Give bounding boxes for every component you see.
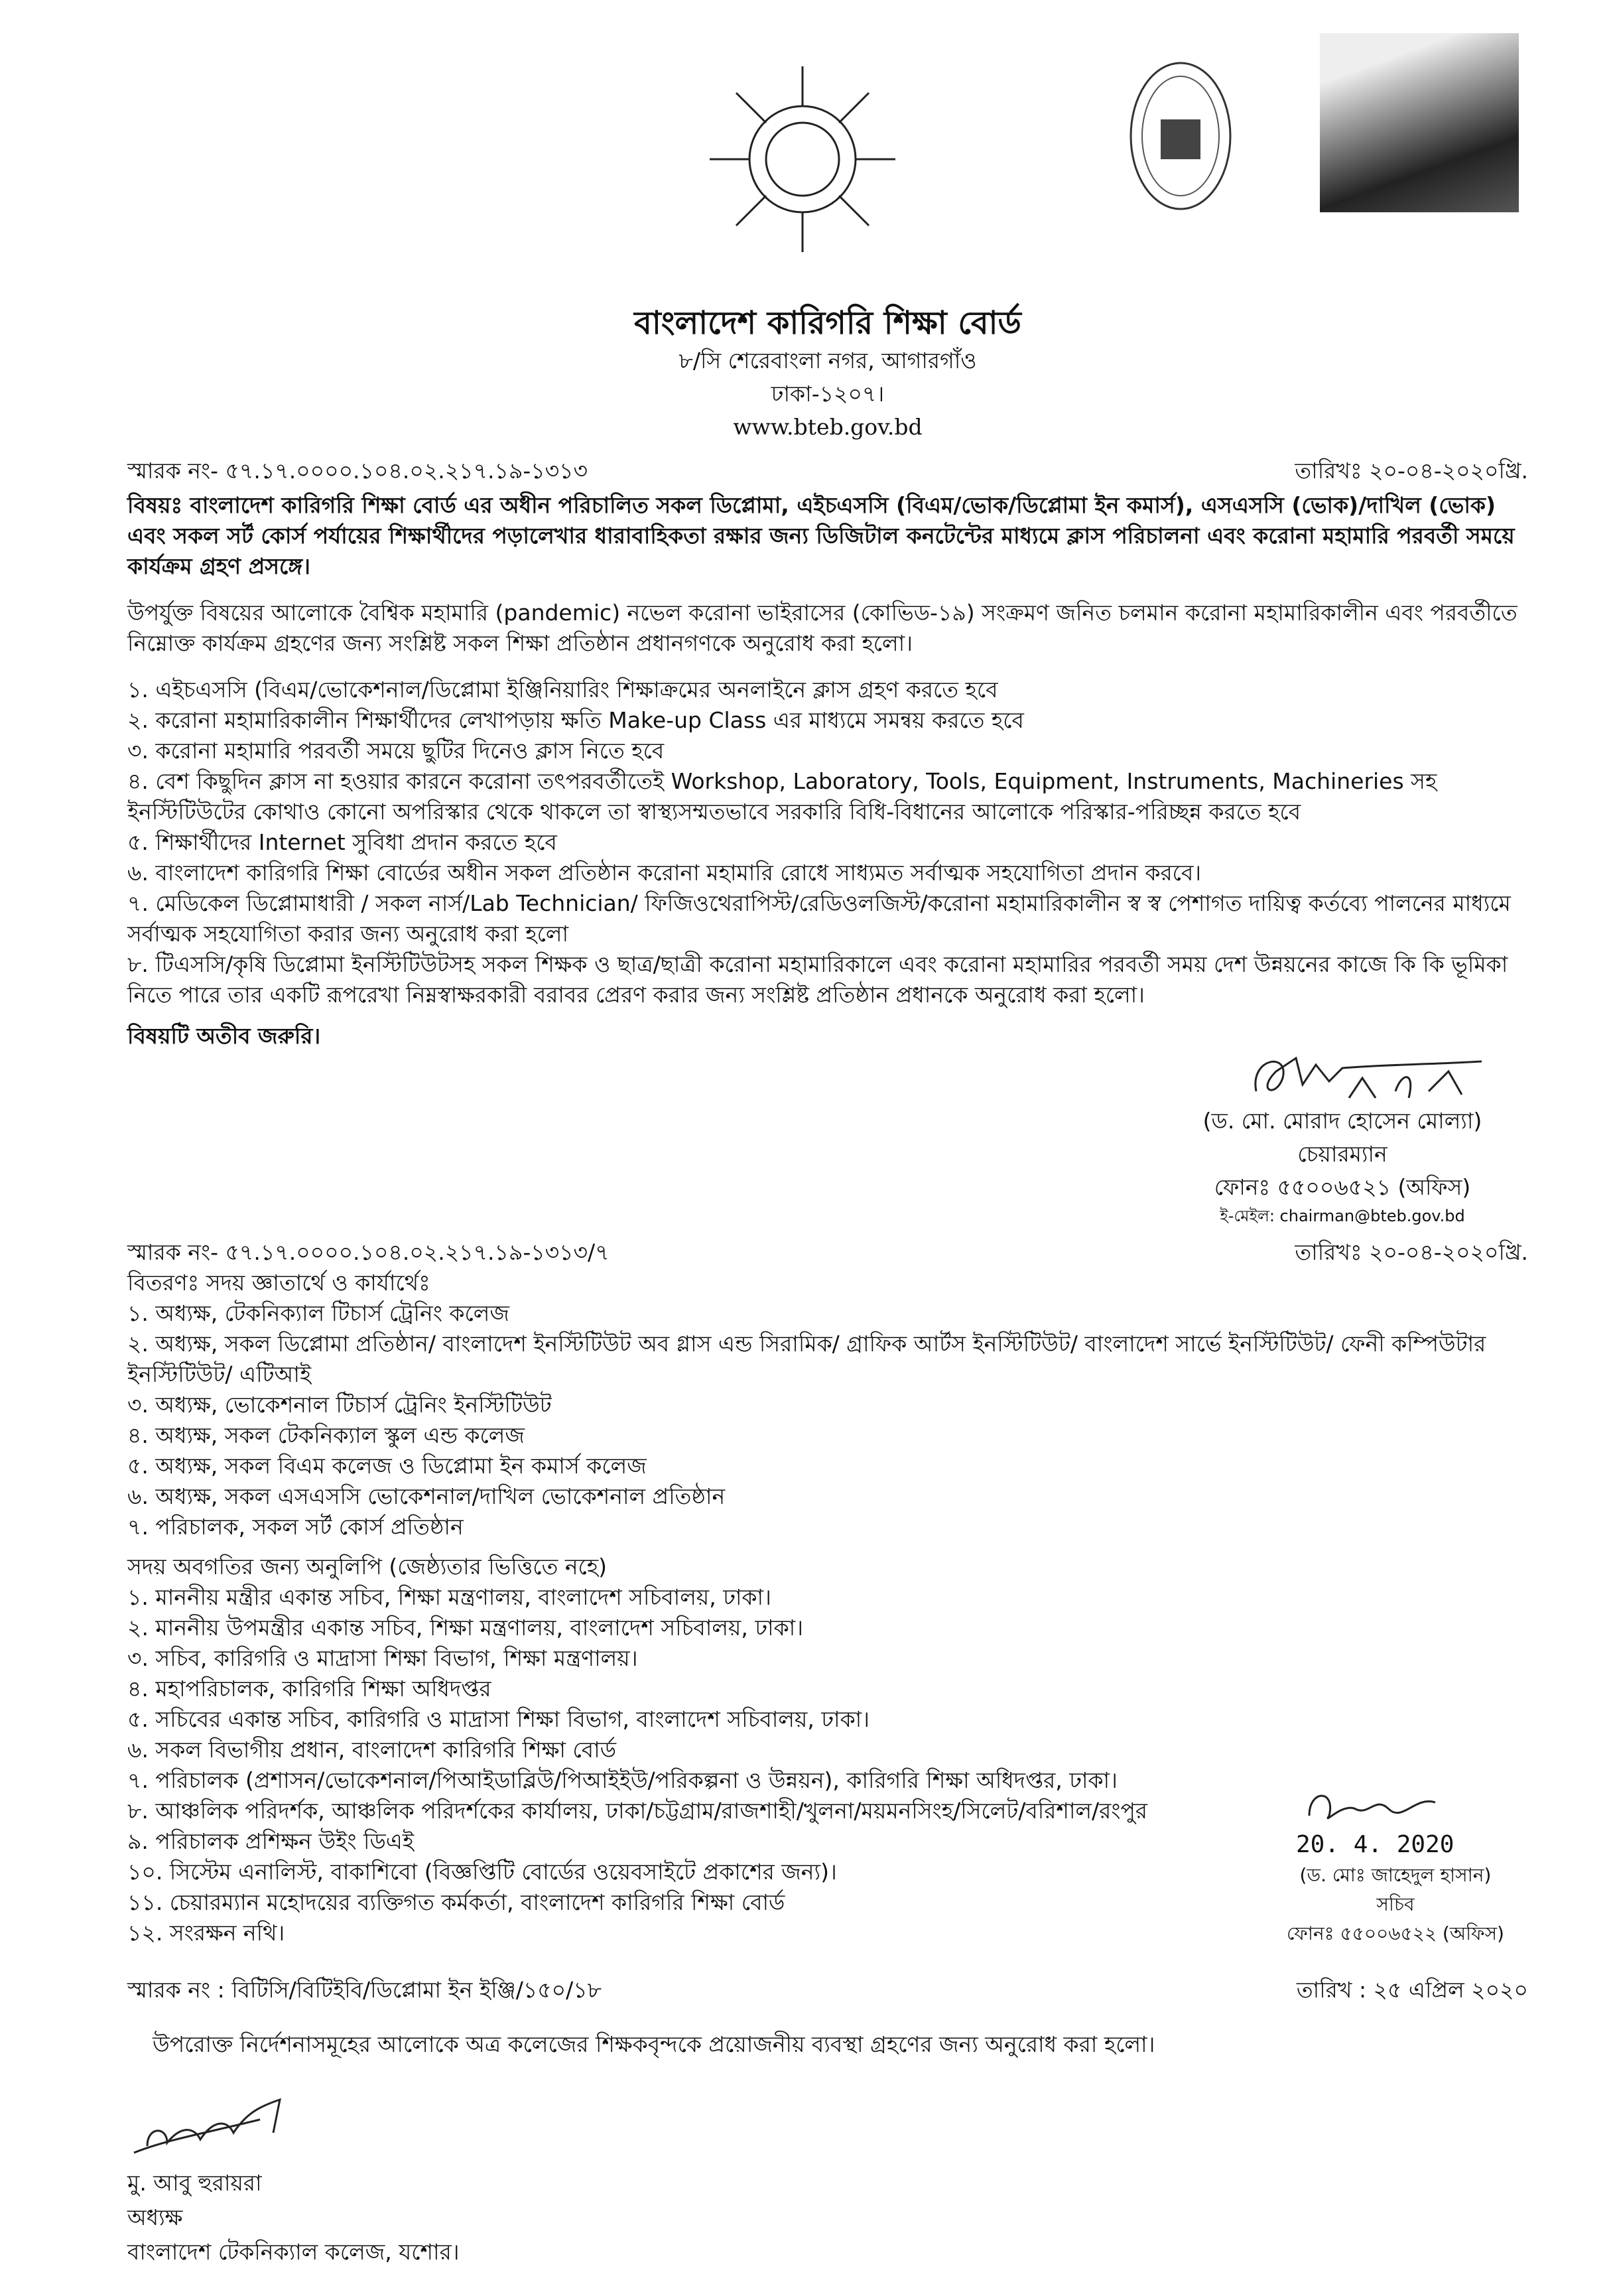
- memo-ref-2: স্মারক নং- ৫৭.১৭.০০০০.১০৪.০২.২১৭.১৯-১৩১৩/৭: [127, 1239, 610, 1265]
- signer-title: সচিব: [1376, 1893, 1415, 1915]
- list-item: ৬. বাংলাদেশ কারিগরি শিক্ষা বোর্ডের অধীন সকল প্রতিষ্ঠান করোনা মহামারি রোধে সাধ্যমত সর্বাত্মক সহযোগিতা প্রদান করবে।: [127, 860, 1202, 886]
- list-item: ১০. সিস্টেম এনালিস্ট, বাকাশিবো (বিজ্ঞপ্তিটি বোর্ডের ওয়েবসাইটে প্রকাশের জন্য)।: [127, 1859, 837, 1885]
- signer-name: মু. আবু হুরায়রা: [127, 2170, 262, 2196]
- org-title: বাংলাদেশ কারিগরি শিক্ষা বোর্ড: [634, 304, 1021, 342]
- address-line1: ৮/সি শেরেবাংলা নগর, আগারগাঁও: [678, 348, 977, 373]
- distribution-heading: বিতরণঃ সদয় জ্ঞাতার্থে ও কার্যার্থেঃ: [127, 1270, 430, 1296]
- list-item: ৯. পরিচালক প্রশিক্ষন উইং ডিএই: [127, 1828, 415, 1854]
- intro-paragraph: উপর্যুক্ত বিষয়ের আলোকে বৈশ্বিক মহামারি (pandemic) নভেল করোনা ভাইরাসের (কোভিড-১৯) সংক্রমণ জনিত চলমান করোনা মহামারিকালীন এবং পরবর্তীতে নিম্নোক্ত কার্যক্রম গ্রহণের জন্য সংশ্লিষ্ট সকল শিক্ষা প্রতিষ্ঠান প্রধানগণকে অনুরোধ করা হলো।: [127, 600, 1517, 656]
- mujib-100-logo: [1320, 33, 1519, 212]
- memo-ref-1: স্মারক নং- ৫৭.১৭.০০০০.১০৪.০২.২১৭.১৯-১৩১৩: [127, 458, 588, 484]
- signature-2-date: 20. 4. 2020: [1296, 1831, 1454, 1858]
- urgent-note: বিষয়টি অতীব জরুরি।: [127, 1023, 321, 1049]
- signer-2-block: [1263, 1861, 1528, 1948]
- signer-title: অধ্যক্ষ: [127, 2204, 183, 2230]
- list-item: ১. অধ্যক্ষ, টেকনিক্যাল টিচার্স ট্রেনিং কলেজ: [127, 1300, 509, 1326]
- memo-date-2: তারিখঃ ২০-০৪-২০২০খ্রি.: [1295, 1239, 1528, 1265]
- list-item: ৪. মহাপরিচালক, কারিগরি শিক্ষা অধিদপ্তর: [127, 1676, 491, 1702]
- forwarding-note: উপরোক্ত নির্দেশনাসমূহের আলোকে অত্র কলেজের শিক্ষকবৃন্দকে প্রয়োজনীয় ব্যবস্থা গ্রহণের জন্য অনুরোধ করা হলো।: [153, 2031, 1155, 2057]
- signer-phone: ফোনঃ ৫৫০০৬৫২১ (অফিস): [1214, 1174, 1471, 1200]
- copies-list: [127, 1552, 1243, 1948]
- list-item: ২. করোনা মহামারিকালীন শিক্ষার্থীদের লেখাপড়ায় ক্ষতি Make-up Class এর মাধ্যমে সমন্বয় করতে হবে: [127, 707, 1024, 733]
- list-item: ৭. পরিচালক, সকল সর্ট কোর্স প্রতিষ্ঠান: [127, 1514, 464, 1540]
- memo-row-2: [127, 1237, 1528, 1268]
- list-item: ৫. সচিবের একান্ত সচিব, কারিগরি ও মাদ্রাসা শিক্ষা বিভাগ, বাংলাদেশ সচিবালয়, ঢাকা।: [127, 1706, 870, 1732]
- list-item: ২. অধ্যক্ষ, সকল ডিপ্লোমা প্রতিষ্ঠান/ বাংলাদেশ ইনস্টিটিউট অব গ্লাস এন্ড সিরামিক/ গ্রাফিক আর্টস ইনস্টিটিউট/ বাংলাদেশ সার্ভে ইনস্টিটিউট/ ফেনী কম্পিউটার ইনস্টিটিউট/ এটিআই: [127, 1331, 1486, 1387]
- signer-1-area: [1157, 1051, 1528, 1228]
- signature-2: [1303, 1783, 1449, 1829]
- signer-3-block: [127, 2166, 1528, 2269]
- directive-list: [127, 675, 1528, 1010]
- list-item: ৪. অধ্যক্ষ, সকল টেকনিক্যাল স্কুল এন্ড কলেজ: [127, 1422, 525, 1448]
- signer-name: (ড. মোঃ জাহেদুল হাসান): [1299, 1864, 1492, 1886]
- list-item: ৫. অধ্যক্ষ, সকল বিএম কলেজ ও ডিপ্লোমা ইন কমার্স কলেজ: [127, 1453, 647, 1479]
- list-item: ৪. বেশ কিছুদিন ক্লাস না হওয়ার কারনে করোনা তৎপরবর্তীতেই Workshop, Laboratory, Tools, Equipment, Instruments, Machineries সহ ইনস্টিটিউটের কোথাও কোনো অপরিস্কার থেকে থাকলে তা স্বাস্থ্যসম্মতভাবে সরকারি বিধি-বিধানের আলোকে পরিস্কার-পরিচ্ছন্ন করতে হবে: [127, 768, 1437, 825]
- memo-date-3: তারিখ : ২৫ এপ্রিল ২০২০: [1296, 1977, 1528, 2003]
- memo-row-3: [127, 1975, 1528, 2005]
- copies-section: [127, 1552, 1528, 1948]
- bteb-seal-icon: [1128, 60, 1234, 212]
- list-item: ১১. চেয়ারম্যান মহোদয়ের ব্যক্তিগত কর্মকর্তা, বাংলাদেশ কারিগরি শিক্ষা বোর্ড: [127, 1889, 785, 1915]
- signer-name: (ড. মো. মোরাদ হোসেন মোল্যা): [1202, 1108, 1482, 1134]
- list-item: ৮. আঞ্চলিক পরিদর্শক, আঞ্চলিক পরিদর্শকের কার্যালয়, ঢাকা/চট্টগ্রাম/রাজশাহী/খুলনা/ময়মনসিংহ/সিলেট/বরিশাল/রংপুর: [127, 1798, 1148, 1824]
- government-emblem-icon: [703, 40, 902, 265]
- list-item: ৫. শিক্ষার্থীদের Internet সুবিধা প্রদান করতে হবে: [127, 829, 557, 855]
- subject: বিষয়ঃ বাংলাদেশ কারিগরি শিক্ষা বোর্ড এর অধীন পরিচালিত সকল ডিপ্লোমা, এইচএসসি (বিএম/ভোক/ডিপ্লোমা ইন কমার্স), এসএসসি (ভোক)/দাখিল (ভোক) এবং সকল সর্ট কোর্স পর্যায়ের শিক্ষার্থীদের পড়ালেখার ধারাবাহিকতা রক্ষার জন্য ডিজিটাল কনটেন্টের মাধ্যমে ক্লাস পরিচালনা এবং করোনা মহামারি পরবর্তী সময়ে কার্যক্রম গ্রহণ প্রসঙ্গে।: [127, 492, 1515, 579]
- signer-phone: ফোনঃ ৫৫০০৬৫২২ (অফিস): [1287, 1923, 1504, 1944]
- memo-row-1: [127, 456, 1528, 486]
- signature-3: [127, 2093, 300, 2166]
- distribution-list: [127, 1268, 1528, 1542]
- signer-institution: বাংলাদেশ টেকনিক্যাল কলেজ, যশোর।: [127, 2239, 460, 2265]
- list-item: ৩. সচিব, কারিগরি ও মাদ্রাসা শিক্ষা বিভাগ, শিক্ষা মন্ত্রণালয়।: [127, 1645, 638, 1671]
- signer-title: চেয়ারম্যান: [1297, 1141, 1387, 1167]
- signer-2-area: [1263, 1783, 1528, 1948]
- list-item: ৩. অধ্যক্ষ, ভোকেশনাল টিচার্স ট্রেনিং ইনস্টিটিউট: [127, 1392, 552, 1418]
- list-item: ৭. পরিচালক (প্রশাসন/ভোকেশনাল/পিআইডাব্লিউ/পিআইইউ/পরিকল্পনা ও উন্নয়ন), কারিগরি শিক্ষা অধিদপ্তর, ঢাকা।: [127, 1767, 1118, 1793]
- signature-1: [1250, 1051, 1488, 1105]
- list-item: ২. মাননীয় উপমন্ত্রীর একান্ত সচিব, শিক্ষা মন্ত্রণালয়, বাংলাদেশ সচিবালয়, ঢাকা।: [127, 1615, 804, 1641]
- list-item: ৬. অধ্যক্ষ, সকল এসএসসি ভোকেশনাল/দাখিল ভোকেশনাল প্রতিষ্ঠান: [127, 1483, 726, 1509]
- signer-email: ই-মেইল: chairman@bteb.gov.bd: [1220, 1207, 1465, 1225]
- copies-heading: সদয় অবগতির জন্য অনুলিপি (জেষ্ঠ্যতার ভিত্তিতে নহে): [127, 1554, 607, 1580]
- signer-1-block: [1157, 1105, 1528, 1228]
- list-item: ৭. মেডিকেল ডিপ্লোমাধারী / সকল নার্স/Lab Technician/ ফিজিওথেরাপিস্ট/রেডিওলজিস্ট/করোনা মহামারিকালীন স্ব স্ব পেশাগত দায়িত্ব কর্তব্যে পালনের মাধ্যমে সর্বাত্মক সহযোগিতা করার জন্য অনুরোধ করা হলো: [127, 890, 1511, 947]
- list-item: ১. মাননীয় মন্ত্রীর একান্ত সচিব, শিক্ষা মন্ত্রণালয়, বাংলাদেশ সচিবালয়, ঢাকা।: [127, 1584, 771, 1610]
- list-item: ৩. করোনা মহামারি পরবর্তী সময়ে ছুটির দিনেও ক্লাস নিতে হবে: [127, 738, 665, 764]
- website: www.bteb.gov.bd: [733, 414, 923, 440]
- memo-ref-3: স্মারক নং : বিটিসি/বিটিইবি/ডিপ্লোমা ইন ইঞ্জি/১৫০/১৮: [127, 1977, 602, 2003]
- memo-date-1: তারিখঃ ২০-০৪-২০২০খ্রি.: [1295, 458, 1528, 484]
- list-item: ৬. সকল বিভাগীয় প্রধান, বাংলাদেশ কারিগরি শিক্ষা বোর্ড: [127, 1737, 616, 1763]
- list-item: ১২. সংরক্ষন নথি।: [127, 1920, 285, 1946]
- list-item: ১. এইচএসসি (বিএম/ভোকেশনাল/ডিপ্লোমা ইঞ্জিনিয়ারিং শিক্ষাক্রমের অনলাইনে ক্লাস গ্রহণ করতে হবে: [127, 677, 998, 703]
- list-item: ৮. টিএসসি/কৃষি ডিপ্লোমা ইনস্টিটিউটসহ সকল শিক্ষক ও ছাত্র/ছাত্রী করোনা মহামারিকালে এবং করোনা মহামারির পরবর্তী সময় দেশ উন্নয়নের কাজে কি কি ভূমিকা নিতে পারে তার একটি রূপরেখা নিম্নস্বাক্ষরকারী বরাবর প্রেরণ করার জন্য সংশ্লিষ্ট প্রতিষ্ঠান প্রধানকে অনুরোধ করা হলো।: [127, 951, 1508, 1008]
- address-line2: ঢাকা-১২০৭।: [771, 381, 885, 407]
